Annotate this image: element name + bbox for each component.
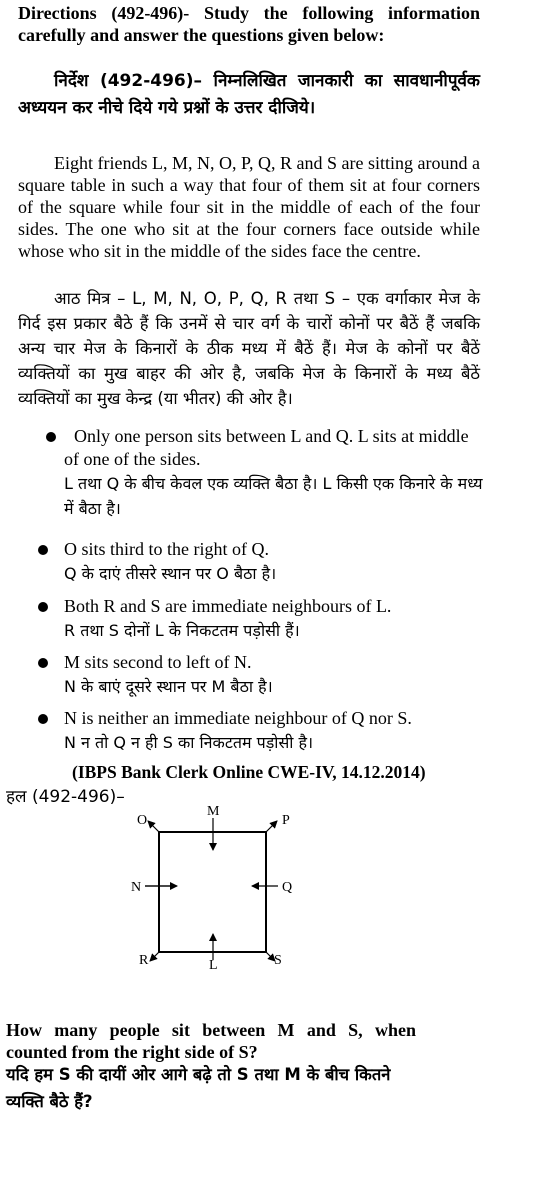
label-n: N xyxy=(131,880,142,895)
arrow-p xyxy=(265,821,277,833)
bullet-3 xyxy=(64,595,484,643)
label-o: O xyxy=(137,813,148,828)
label-l: L xyxy=(209,958,218,973)
question-hindi: यदि हम S की दायीं ओर आगे बढ़े तो S तथा M के बीच कितने व्यक्ति बैठे हैं? xyxy=(6,1065,391,1111)
bullet-5 xyxy=(64,707,484,755)
bullet-1 xyxy=(64,425,484,521)
directions-english: Directions (492-496)- Study the following information carefully and answer the questions given below: xyxy=(18,3,480,45)
label-q: Q xyxy=(282,880,293,895)
passage-hindi: आठ मित्र – L, M, N, O, P, Q, R तथा S – एक वर्गाकार मेज के गिर्द इस प्रकार बैठे हैं कि उनमें से चार वर्ग के चारों कोनों पर बैठें हैं जबकि अन्य चार मेज के किनारों के ठीक मध्य में बैठें हैं। मेज के कोनों पर बैठें व्यक्तियों का मुख बाहर की ओर है, जबकि मेज के किनारों के मध्य बैठें व्यक्तियों का मुख केन्द्र (या भीतर) की ओर है। xyxy=(18,289,480,408)
label-r: R xyxy=(139,953,149,968)
bullet-4-dot xyxy=(38,658,48,668)
bullet-5-english: N is neither an immediate neighbour of Q nor S. xyxy=(64,708,412,728)
label-s: S xyxy=(274,953,282,968)
solution-label: हल (492-496)– xyxy=(6,787,125,807)
bullet-4 xyxy=(64,651,484,699)
bullet-1-dot xyxy=(46,432,56,442)
passage-english: Eight friends L, M, N, O, P, Q, R and S are sitting around a square table in such a way that four of them sit at four corners of the square while four sit in the middle of each of the four sides. The one who sit at the four corners face outside while whose who sit in the middle of the sides face the centre. xyxy=(18,153,480,261)
source-citation: (IBPS Bank Clerk Online CWE-IV, 14.12.2014) xyxy=(72,762,426,782)
arrow-r xyxy=(150,951,160,961)
label-m: M xyxy=(207,804,220,819)
bullet-2 xyxy=(64,538,484,586)
bullet-2-english: O sits third to the right of Q. xyxy=(64,539,269,559)
bullet-2-dot xyxy=(38,545,48,555)
bullet-5-dot xyxy=(38,714,48,724)
bullet-1-english: Only one person sits between L and Q. L sits at middle of one of the sides. xyxy=(64,426,469,469)
directions-hindi: निर्देश (492-496)– निम्नलिखित जानकारी का सावधानीपूर्वक अध्ययन कर नीचे दिये गये प्रश्नों के उत्तर दीजिये। xyxy=(18,71,480,118)
bullet-2-hindi: Q के दाएं तीसरे स्थान पर O बैठा है। xyxy=(64,564,277,583)
bullet-4-english: M sits second to left of N. xyxy=(64,652,252,672)
bullet-1-hindi: L तथा Q के बीच केवल एक व्यक्ति बैठा है। L किसी एक किनारे के मध्य में बैठा है। xyxy=(64,474,483,518)
bullet-3-dot xyxy=(38,602,48,612)
question-english: How many people sit between M and S, when counted from the right side of S? xyxy=(6,1020,416,1062)
bullet-3-hindi: R तथा S दोनों L के निकटतम पड़ोसी हैं। xyxy=(64,621,300,640)
seating-diagram xyxy=(0,800,554,1000)
arrow-o xyxy=(148,821,160,833)
bullet-4-hindi: N के बाएं दूसरे स्थान पर M बैठा है। xyxy=(64,677,273,696)
bullet-3-english: Both R and S are immediate neighbours of L. xyxy=(64,596,392,616)
bullet-5-hindi: N न तो Q न ही S का निकटतम पड़ोसी है। xyxy=(64,733,314,752)
label-p: P xyxy=(282,813,290,828)
